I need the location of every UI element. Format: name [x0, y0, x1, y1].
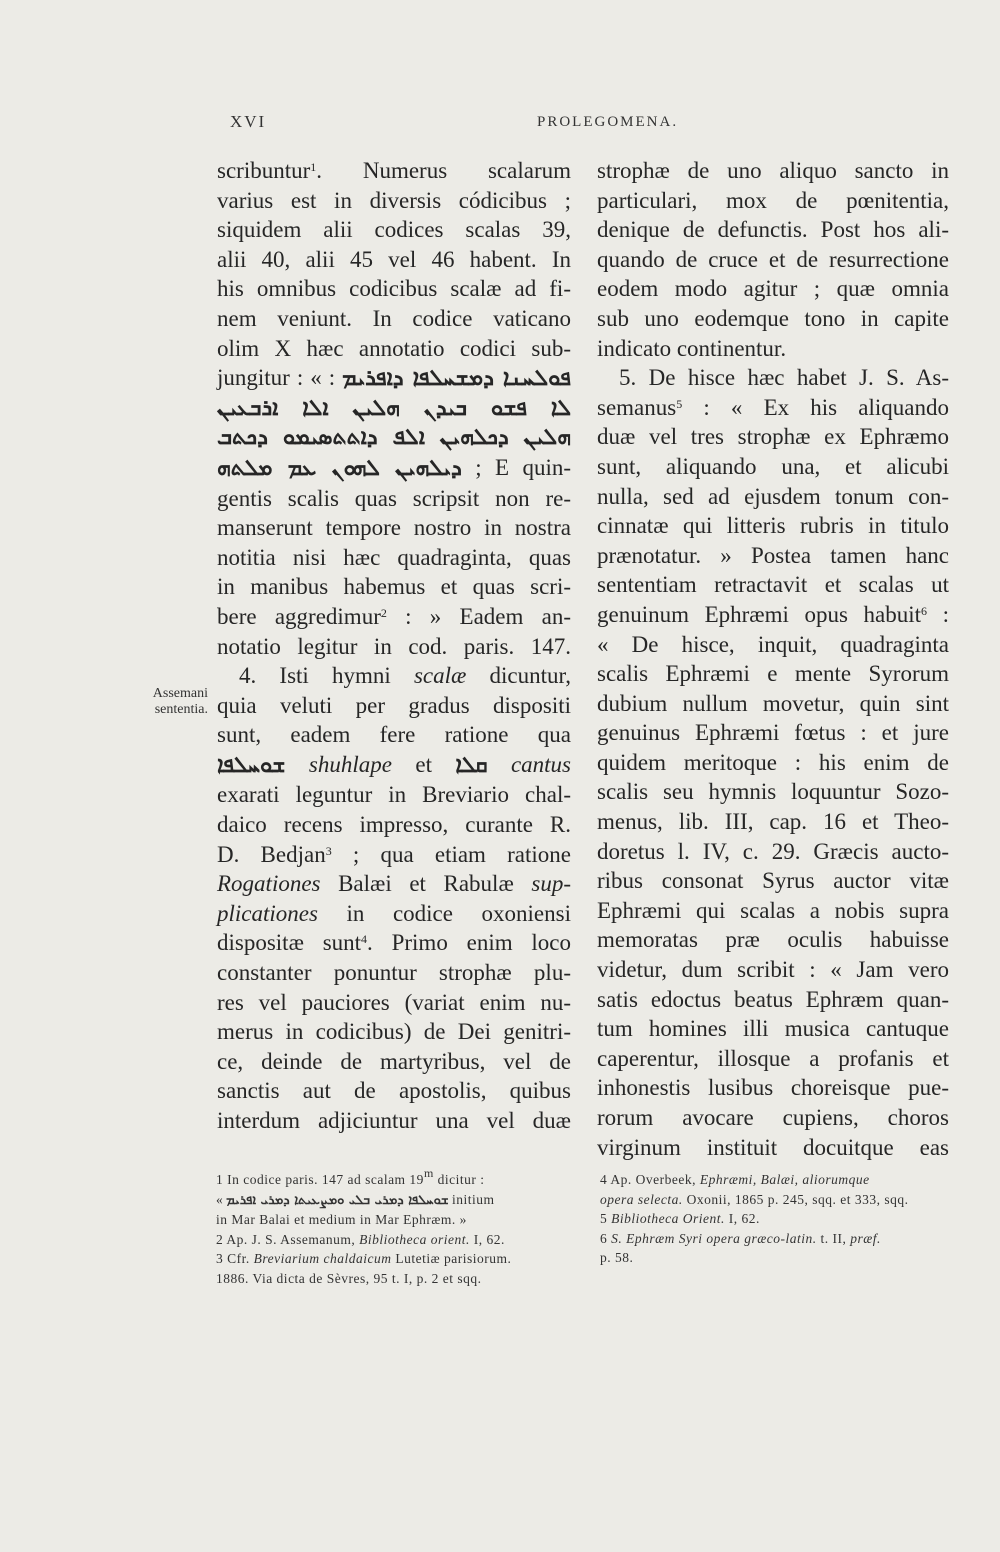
footnotes-left [216, 1166, 571, 1288]
text-line: genuinum Ephræmi opus habuit$^6$ : [597, 601, 949, 627]
text-line: interdum adjiciuntur una vel duæ [217, 1108, 571, 1133]
footnote: 1 In codice paris. 147 ad scalam 19$^m$ dicitur : [216, 1166, 485, 1187]
footnote: 1886. Via dicta de Sèvres, 95 t. I, p. 2 et sqq. [216, 1270, 482, 1286]
text-line: particulari, mox de pœnitentia, [597, 187, 949, 213]
text-line: olim X hæc annotatio codici sub- [217, 335, 571, 361]
marginal-note-line: sententia. [154, 702, 208, 717]
text-line: semanus$^5$ : « Ex his aliquando [597, 394, 949, 420]
text-line: nem veniunt. In codice vaticano [217, 305, 571, 331]
right-column [597, 156, 949, 1162]
text-line: Ephræmi qui scalas a nobis supra [597, 897, 949, 923]
text-line: rorum avocare cupiens, choros [597, 1105, 949, 1130]
text-line: sub uno eodemque tono in capite [597, 305, 949, 331]
syriac-text: ܕܝܠܗܝܢ ܠܗܘܢ ܥܡ ܡܠܬܗ [217, 455, 462, 481]
text-line: memoratas præ oculis habuisse [597, 927, 949, 953]
text-line: sanctis aut de apostolis, quibus [217, 1078, 571, 1104]
text-line: doretus l. IV, c. 29. Græcis aucto- [597, 838, 949, 864]
footnote: 2 Ap. J. S. Assemanum, Bibliotheca orient. I, 62. [216, 1231, 505, 1247]
footnote-ref[interactable]: 3 [325, 843, 332, 858]
text-line: denique de defunctis. Post hos ali- [597, 217, 949, 243]
text-line: dispositæ sunt$^4$. Primo enim loco [217, 930, 571, 956]
text-line: scribuntur$^1$. Numerus scalarum [217, 158, 571, 183]
text-line: eodem modo agitur ; quæ omnia [597, 276, 949, 302]
text-line: sunt, aliquando una, et alicubi [597, 453, 949, 479]
text-line: varius est in diversis códicibus ; [217, 187, 571, 213]
text-line: duæ vel tres strophæ ex Ephræmo [597, 424, 949, 450]
text-line: Rogationes Balæi et Rabulæ sup- [217, 871, 571, 897]
text-line: manserunt tempore nostro in nostra [217, 515, 571, 541]
text-line: caperentur, illosque a profanis et [597, 1045, 949, 1071]
footnote: 5 Bibliotheca Orient. I, 62. [600, 1211, 760, 1226]
text-line: genuinus Ephræmi fœtus : et jure [597, 720, 949, 746]
text-line: scalis Ephræmi e mente Syrorum [597, 661, 949, 687]
footnote-ref[interactable]: 4 [361, 932, 368, 947]
footnote: in Mar Balai et medium in Mar Ephræm. » [216, 1212, 467, 1227]
text-line: menus, lib. III, cap. 16 et Theo- [597, 809, 949, 835]
footnote-ref[interactable]: 5 [676, 396, 683, 411]
text-line: exarati leguntur in Breviario chal- [217, 782, 571, 808]
text-line: alii 40, alii 45 vel 46 habent. In [217, 246, 571, 272]
text-line: virginum instituit docuitque eas [597, 1134, 949, 1160]
text-line: dubium nullum movetur, quin sint [597, 690, 949, 716]
footnote: 6 S. Ephræm Syri opera græco-latin. t. II, præf. [600, 1230, 881, 1246]
left-column [217, 156, 571, 1136]
syriac-text: ܫܘܚܠܦܐ ܕܡܪܝ ܒܠܝ ܘܡܨܥܝܬܐ ܕܡܪܝ ܐܦܪܝܡ [226, 1192, 449, 1208]
syriac-text: ܦܘܠܚܢܐ ܕܡܫܚܠܦܐ ܕܐܦܪܝܡ [342, 366, 571, 392]
text-line: satis edoctus beatus Ephræm quan- [597, 986, 949, 1012]
footnote: p. 58. [600, 1250, 634, 1265]
text-line: constanter ponuntur strophæ plu- [217, 960, 571, 986]
text-line: 4. Isti hymni scalæ dicuntur, [239, 663, 571, 689]
text-line: « De hisce, inquit, quadraginta [597, 631, 949, 657]
running-title: PROLEGOMENA. [537, 114, 679, 130]
footnote-ref[interactable]: 6 [921, 603, 928, 618]
text-line: res vel pauciores (variat enim nu- [217, 989, 571, 1015]
text-line: quando de cruce et de resurrectione [597, 246, 949, 272]
marginal-note-line: Assemani [152, 686, 208, 701]
footnote: 4 Ap. Overbeek, Ephræmi, Balæi, aliorumque [600, 1172, 870, 1187]
text-line: gentis scalis quas scripsit non re- [217, 485, 571, 511]
text-line: plicationes in codice oxoniensi [217, 900, 571, 926]
text-line: tum homines illi musica cantuque [597, 1016, 949, 1042]
text-line: scalis seu hymnis loquuntur Sozo- [597, 779, 949, 805]
text-line: quia veluti per gradus dispositi [217, 692, 571, 718]
text-line: notitia nisi hæc quadraginta, quas [217, 544, 571, 570]
syriac-text: ܫܘܚܠܦܐ [217, 752, 286, 778]
text-line: 5. De hisce hæc habet J. S. As- [619, 365, 949, 391]
text-line: strophæ de uno aliquo sancto in [597, 158, 949, 183]
text-line: siquidem alii codices scalas 39, [217, 217, 571, 243]
text-line: inhonestis lusibus choreisque pue- [597, 1075, 949, 1101]
text-line: ce, deinde de martyribus, vel de [217, 1048, 571, 1074]
text-line: his omnibus codicibus scalæ ad fi- [217, 276, 571, 302]
text-line: videtur, dum scribit : « Jam vero [597, 957, 949, 983]
text-line: cinnatæ qui litteris rubris in titulo [597, 513, 949, 539]
text-line: bere aggredimur$^2$ : » Eadem an- [217, 603, 571, 629]
syriac-text: ܗܠܝܢ ܕܟܠܗܝܢ ܐܠܦ ܕܐܬܬܣܝܡܘ ܕܟܬܒ [217, 425, 571, 451]
footnote: opera selecta. Oxonii, 1865 p. 245, sqq. et 333, sqq. [600, 1191, 909, 1207]
text-line: sunt, eadem fere ratione qua [217, 722, 571, 748]
text-line: merus in codicibus) de Dei genitri- [217, 1019, 571, 1045]
text-line: daico recens impresso, curante R. [217, 812, 571, 838]
text-line: indicato continentur. [597, 335, 787, 361]
footnote-ref[interactable]: 2 [380, 605, 387, 620]
text-line: quidem meritoque : his enim de [597, 749, 949, 775]
text-line: prænotatur. » Postea tamen hanc [597, 542, 949, 568]
marginal-note [138, 686, 208, 718]
text-line: ribus consonat Syrus auctor vitæ [597, 868, 949, 894]
footnote-ref[interactable]: 1 [310, 160, 317, 174]
text-line: nulla, sed ad ejusdem tonum con- [597, 483, 949, 509]
text-line: ܕܝܠܗܝܢ ܠܗܘܢ ܥܡ ܡܠܬܗ ; E quin- [217, 454, 571, 481]
text-line: notatio legitur in cod. paris. 147. [217, 633, 571, 659]
text-line: in manibus habemus et quas scri- [217, 574, 571, 600]
page-header [0, 112, 1000, 136]
footnotes-right [600, 1170, 950, 1268]
syriac-text: ܠܐ ܦܫܘ ܒܝܕܢ ܗܠܝܢ ܐܠܐ ܐܪܒܥܝܢ [217, 395, 571, 421]
syriac-text: ܩܠܐ [455, 752, 488, 778]
text-line: jungitur : « : ܦܘܠܚܢܐ ܕܡܫܚܠܦܐ ܕܐܦܪܝܡ [217, 365, 571, 392]
footnote: « ܫܘܚܠܦܐ ܕܡܪܝ ܒܠܝ ܘܡܨܥܝܬܐ ܕܡܪܝ ܐܦܪܝܡ initium [216, 1191, 495, 1208]
text-line: D. Bedjan$^3$ ; qua etiam ratione [217, 841, 571, 867]
text-line: ܫܘܚܠܦܐ shuhlape et ܩܠܐ cantus [217, 751, 572, 778]
text-line: sententiam retractavit et scalas ut [597, 572, 949, 598]
page-number: XVI [230, 112, 267, 131]
footnote: 3 Cfr. Breviarium chaldaicum Lutetiæ parisiorum. [216, 1251, 512, 1266]
